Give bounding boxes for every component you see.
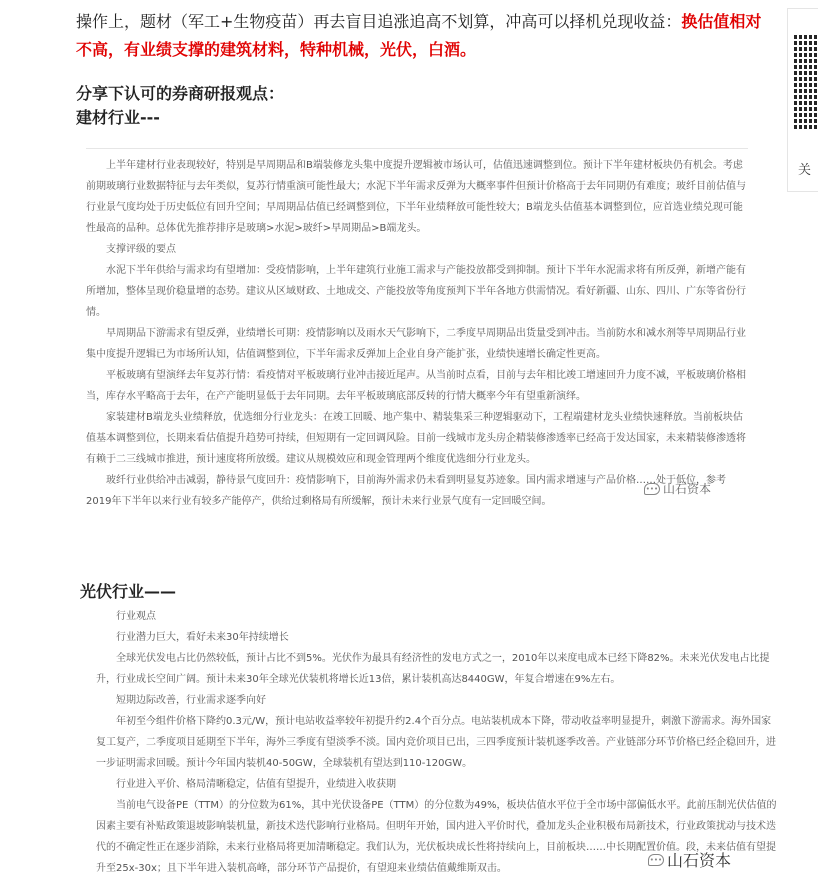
watermark-text: 山石资本 xyxy=(663,482,712,496)
building-report-image xyxy=(86,148,748,512)
share-heading: 分享下认可的券商研报观点： xyxy=(76,84,285,103)
intro-text: 操作上，题材（军工+生物疫苗）再去盲目追涨追高不划算，冲高可以择机兑现收益： xyxy=(76,12,682,31)
watermark-text: 山石资本 xyxy=(667,851,732,870)
building-para-3: 水泥下半年供给与需求均有望增加：受疫情影响，上半年建筑行业施工需求与产能投放都受到抑制。预计下半年水泥需求将有所反弹，新增产能有所增加，整体呈现价稳量增的态势。建议从区域财政、土地成交、产能投放等角度预判下半年各地方供需情况。看好新疆、山东、四川、广东等省份行情。 xyxy=(86,265,746,318)
qr-side-panel[interactable] xyxy=(787,8,818,192)
watermark-2 xyxy=(648,848,731,871)
pv-para-4: 短期边际改善，行业需求逐季向好 xyxy=(116,695,266,706)
pv-report-image xyxy=(80,606,780,879)
pv-section xyxy=(80,580,780,879)
qr-pattern xyxy=(794,33,818,129)
intro-paragraph xyxy=(76,8,766,64)
divider xyxy=(86,148,748,149)
building-para-4: 早周期品下游需求有望反弹，业绩增长可期：疫情影响以及雨水天气影响下，二季度早周期品出货量受到冲击。当前防水和减水剂等早周期品行业集中度提升逻辑已为市场所认知，估值调整到位，下半年需求反弹加上企业自身产能扩张，业绩快速增长确定性更高。 xyxy=(86,328,746,360)
pv-heading: 光伏行业—— xyxy=(80,582,177,601)
pv-para-5: 年初至今组件价格下降约0.3元/W，预计电站收益率较年初提升约2.4个百分点。电站装机成本下降，带动收益率明显提升，刺激下游需求。海外国家复工复产，二季度项目延期至下半年，海外三季度有望淡季不淡。国内竞价项目已出，三四季度预计装机逐季改善。产业链部分环节价格已经企稳回升，进一步证明需求回暖。预计今年国内装机40-50GW，全球装机有望达到110-120GW。 xyxy=(96,716,776,769)
wechat-logo-icon: ••• xyxy=(645,484,659,493)
building-para-1: 上半年建材行业表现较好，特别是早周期品和B端装修龙头集中度提升逻辑被市场认可，估值迅速调整到位。预计下半年建材板块仍有机会。考虑前期玻璃行业数据特征与去年类似，复苏行情重演可能性最大；水泥下半年需求反弹为大概率事件但预计价格高于去年同期仍有难度；玻纤目前估值与行业景气度均处于历史低位有回升空间；早周期品估值已经调整到位，下半年业绩释放可能性较大；B端龙头估值基本调整到位，应首选业绩兑现可能性最高的品种。总体优先推荐排序是玻璃>水泥>玻纤>早周期品>B端龙头。 xyxy=(86,160,746,234)
building-para-7: 玻纤行业供给冲击减弱，静待景气度回升：疫情影响下，目前海外需求仍未看到明显复苏迹象。国内需求增速与产品价格……处于低位，参考2019年下半年以来行业有较多产能停产，供给过剩格局有所缓解，预计未来行业景气度有一定回暖空间。 xyxy=(86,475,726,507)
building-para-6: 家装建材B端龙头业绩释放，优选细分行业龙头：在竣工回暖、地产集中、精装集采三种逻辑驱动下，工程端建材龙头业绩快速释放。当前板块估值基本调整到位，长期来看估值提升趋势可持续，但短期有一定回调风险。目前一线城市龙头房企精装修渗透率已经高于发达国家，未来精装修渗透将有赖于二三线城市推进，预计速度将所放缓。建议从规模效应和现金管理两个维度优选细分行业龙头。 xyxy=(86,412,746,465)
pv-para-7: 当前电气设备PE（TTM）的分位数为61%，其中光伏设备PE（TTM）的分位数为49%，板块估值水平位于全市场中部偏低水平。此前压制光伏估值的因素主要有补贴政策退坡影响装机量，新技术迭代影响行业格局。但明年开始，国内进入平价时代，叠加龙头企业积极布局新技术，行业政策扰动与技术迭代的不确定性正在逐步消除，未来行业格局将更加清晰稳定。我们认为，光伏板块成长性将持续向上，目前板块……中长期配置价值。段，未来估值有望提升至25x-30x；且下半年进入装机高峰，部分环节产品提价，有望迎来业绩估值戴维斯双击。 xyxy=(96,800,777,874)
watermark-1 xyxy=(644,480,711,497)
pv-para-2: 行业潜力巨大，看好未来30年持续增长 xyxy=(116,632,289,643)
building-para-5: 平板玻璃有望演绎去年复苏行情：看疫情对平板玻璃行业冲击接近尾声。从当前时点看，目前与去年相比竣工增速回升力度不减，平板玻璃价格相当，库存水平略高于去年，在产产能明显低于去年同期。去年平板玻璃底部反转的行情大概率今年有望重新演绎。 xyxy=(86,370,746,402)
wechat-logo-icon: ••• xyxy=(649,855,663,864)
pv-para-6: 行业进入平价、格局清晰稳定，估值有望提升，业绩进入收获期 xyxy=(116,779,396,790)
pv-para-3: 全球光伏发电占比仍然较低，预计占比不到5%。光伏作为最具有经济性的发电方式之一，2010年以来度电成本已经下降82%。未来光伏发电占比提升，行业成长空间广阔。预计未来30年全球光伏装机将增长近13倍，累计装机高达8440GW，年复合增速在9%左右。 xyxy=(96,653,770,685)
building-para-2: 支撑评级的要点 xyxy=(106,244,176,255)
intro-highlight: 换估值相对不高，有业绩支撑的建筑材料，特种机械，光伏，白酒。 xyxy=(76,12,762,59)
article-body xyxy=(76,0,766,130)
building-heading: 建材行业--- xyxy=(76,108,160,127)
pv-para-1: 行业观点 xyxy=(116,611,156,622)
side-panel-label[interactable]: 关 xyxy=(798,163,812,178)
